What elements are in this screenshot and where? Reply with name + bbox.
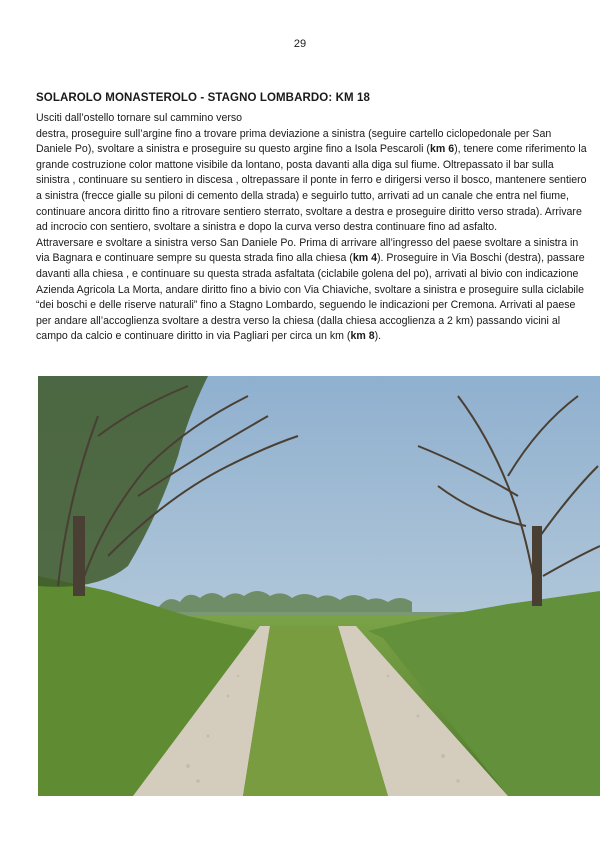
- section-heading: SOLAROLO MONASTEROLO - STAGNO LOMBARDO: KM 18: [36, 92, 370, 104]
- paragraph-1: [36, 127, 588, 236]
- paragraph-2-text-a: Attraversare e svoltare a sinistra verso San Daniele Po. Prima di arrivare all’ingresso del paese svoltare a sinistra in via Bagnara e continuare sempre su questa strada fino alla chiesa (: [36, 236, 579, 265]
- landscape-photo: [38, 376, 600, 796]
- paragraph-2: [36, 236, 588, 345]
- landscape-photo-icon: [38, 376, 600, 796]
- intro-line: Usciti dall’ostello tornare sul cammino verso: [36, 112, 243, 124]
- paragraph-2-text-c: ).: [374, 330, 382, 343]
- paragraph-1-text-b: ), tenere come riferimento la grande costruzione color mattone visibile da lontano, posta davanti alla diga sul fiume. Oltrepassato il bar sulla sinistra , continuare su sentiero in discesa , oltrepassare il ponte in ferro e dirigersi verso il bosco, mantenere sentiero a sinistra (frecce gialle su piloni di cemento della strada) e seguirlo tutto, arrivati ad un canale che entra nel fiume, continuare ancora diritto fino a ritrovare sentiero sterrato, svoltare a destra e proseguire diritto verso strada). Arrivare ad incrocio con sentiero, svoltare a sinistra e dopo la curva verso destra continuare fino ad asfalto.: [36, 143, 587, 234]
- route-description: [36, 111, 588, 345]
- paragraph-1-text-a: destra, proseguire sull’argine fino a trovare prima deviazione a sinistra (seguire cartello ciclopedonale per San Daniele Po), svoltare a sinistra e proseguire su questo argine fino a Isola Pescaroli (: [36, 127, 552, 156]
- page-number: 29: [293, 38, 307, 50]
- distance-km4: km 4: [352, 252, 377, 265]
- distance-km6: km 6: [429, 143, 455, 156]
- paragraph-2-text-b: ). Proseguire in Via Boschi (destra), passare davanti alla chiesa , e continuare su questa strada asfaltata (ciclabile golena del po), arrivati al bivio con indicazione Azienda Agricola La Morta, andare diritto fino a bivio con Via Chiaviche, svoltare a sinistra e proseguire sulla ciclabile “dei boschi e delle riserve naturali” fino a Stagno Lombardo, seguendo le indicazioni per Cremona. Arrivati al paese per andare all’accoglienza svoltare a destra verso la chiesa (dalla chiesa accoglienza a 2 km) passando vicini al campo da calcio e continuare diritto in via Pagliari per circa un km (: [36, 252, 585, 343]
- distance-km8: km 8: [350, 330, 375, 343]
